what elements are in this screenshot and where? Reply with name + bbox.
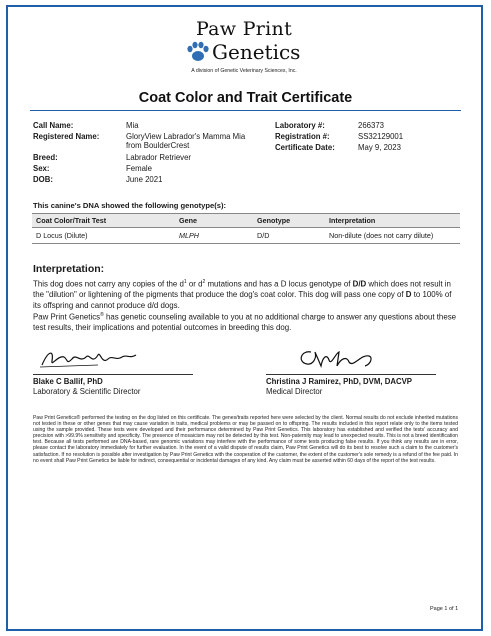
cell-genotype: D/D — [253, 228, 325, 244]
signature-ramirez — [293, 344, 383, 372]
header-test: Coat Color/Trait Test — [32, 214, 175, 228]
interp-text: mutations and has a D locus genotype of — [205, 279, 353, 289]
cell-test: D Locus (Dilute) — [32, 228, 175, 244]
counseling-paragraph — [33, 310, 457, 334]
genotype-table — [32, 213, 460, 244]
signer-name: Christina J Ramirez, PhD, DVM, DACVP — [266, 377, 413, 386]
registered-mark: ® — [100, 312, 104, 318]
signature-line — [266, 374, 436, 375]
dob-value: June 2021 — [126, 175, 163, 184]
table-row — [32, 228, 460, 244]
interp-bold: D — [405, 290, 412, 300]
signature-ballif — [38, 345, 148, 373]
counseling-text: has genetic counseling available to you at no additional charge to answer any questions about these test results, their implications and potential outcomes in breeding this dog. — [33, 312, 457, 333]
signer-name: Blake C Ballif, PhD — [33, 377, 103, 386]
call-name-value: Mia — [126, 121, 139, 130]
signer-role: Medical Director — [266, 386, 323, 396]
interp-text: This dog does not carry any copies of the d — [33, 279, 184, 289]
certificate-date-value: May 9, 2023 — [358, 143, 401, 152]
logo-tagline: A division of Genetic Veterinary Sciences, Inc. — [191, 68, 297, 74]
title-rule — [30, 110, 461, 111]
interp-text: or d — [186, 279, 203, 289]
registration-label: Registration #: — [275, 132, 330, 141]
counseling-text: Paw Print Genetics — [33, 312, 101, 322]
interpretation-heading: Interpretation: — [33, 263, 105, 275]
signer-ramirez — [266, 377, 412, 396]
header-genotype: Genotype — [253, 214, 325, 228]
dob-label: DOB: — [33, 175, 53, 184]
cell-interpretation: Non-dilute (does not carry dilute) — [325, 228, 460, 244]
company-logo — [178, 18, 310, 80]
sex-value: Female — [126, 164, 152, 173]
breed-value: Labrador Retriever — [126, 153, 192, 162]
interp-text: which does not result in the "dilution" or lightening of the pigments that produce the dog's coat color. This dog will pass one copy of — [33, 279, 451, 300]
interp-sup: 2 — [202, 279, 206, 285]
disclaimer-text: Paw Print Genetics® performed the testing on the dog listed on this certificate. The genes/traits reported here were selected by the client. Normal results do not exclude inherited mutations not tested in these or other genes that may cause variation in traits, medical problems or may be passed on to offspring. The results included in this report relate only to the items tested using the sample provided. These tests were developed and their performance determined by Paw Print Genetics. This laboratory has established and verified the tests' accuracy and precision with >99.9% sensitivity and specificity. The presence of mosaicism may not be detected by this test. Non-paternity may lead to unexpected results. This is not a breed identification test. Because all tests performed are DNA-based, rare genomic variations may interfere with the performance of some tests producing false results. If you think any results are in error, please contact the laboratory immediately for further evaluation. In the event of a valid dispute of results claim, Paw Print Genetics will do its best to resolve such a claim to the customer's satisfaction. If no resolution is possible after investigation by Paw Print Genetics with the cooperation of the customer, the extent of the customer's sole remedy is a refund of the fee paid. In no event shall Paw Print Genetics be liable for indirect, consequential or incidental damages of any kind. Any claim must be asserted within 60 days of the report of the test results. — [33, 415, 458, 464]
lab-number-label: Laboratory #: — [275, 121, 325, 130]
registration-value: SS32129001 — [358, 132, 404, 141]
logo-line1: Paw Print — [195, 18, 293, 40]
breed-label: Breed: — [33, 153, 58, 162]
interp-bold: D/D — [352, 279, 367, 289]
logo-line2: Genetics — [212, 40, 301, 64]
paw-icon — [184, 40, 212, 64]
header-interpretation: Interpretation — [325, 214, 460, 228]
genotype-heading: This canine's DNA showed the following genotype(s): — [33, 201, 227, 210]
signer-role: Laboratory & Scientific Director — [33, 386, 141, 396]
page-number: Page 1 of 1 — [430, 606, 459, 612]
interp-text: to 100% of its offspring and cannot produce d/d dogs. — [33, 290, 452, 310]
sex-label: Sex: — [33, 164, 50, 173]
interp-sup: 1 — [183, 279, 187, 285]
table-header-row — [32, 214, 460, 228]
interpretation-paragraph — [33, 277, 457, 311]
signer-ballif — [33, 377, 140, 396]
certificate-date-label: Certificate Date: — [275, 143, 335, 152]
registered-name-label: Registered Name: — [33, 132, 100, 141]
lab-number-value: 266373 — [358, 121, 385, 130]
cell-gene: MLPH — [175, 228, 253, 244]
registered-name-value: GloryView Labrador's Mamma Mia from BoulderCrest — [126, 132, 246, 150]
signature-line — [33, 374, 193, 375]
call-name-label: Call Name: — [33, 121, 74, 130]
header-gene: Gene — [175, 214, 253, 228]
certificate-title: Coat Color and Trait Certificate — [138, 90, 353, 106]
